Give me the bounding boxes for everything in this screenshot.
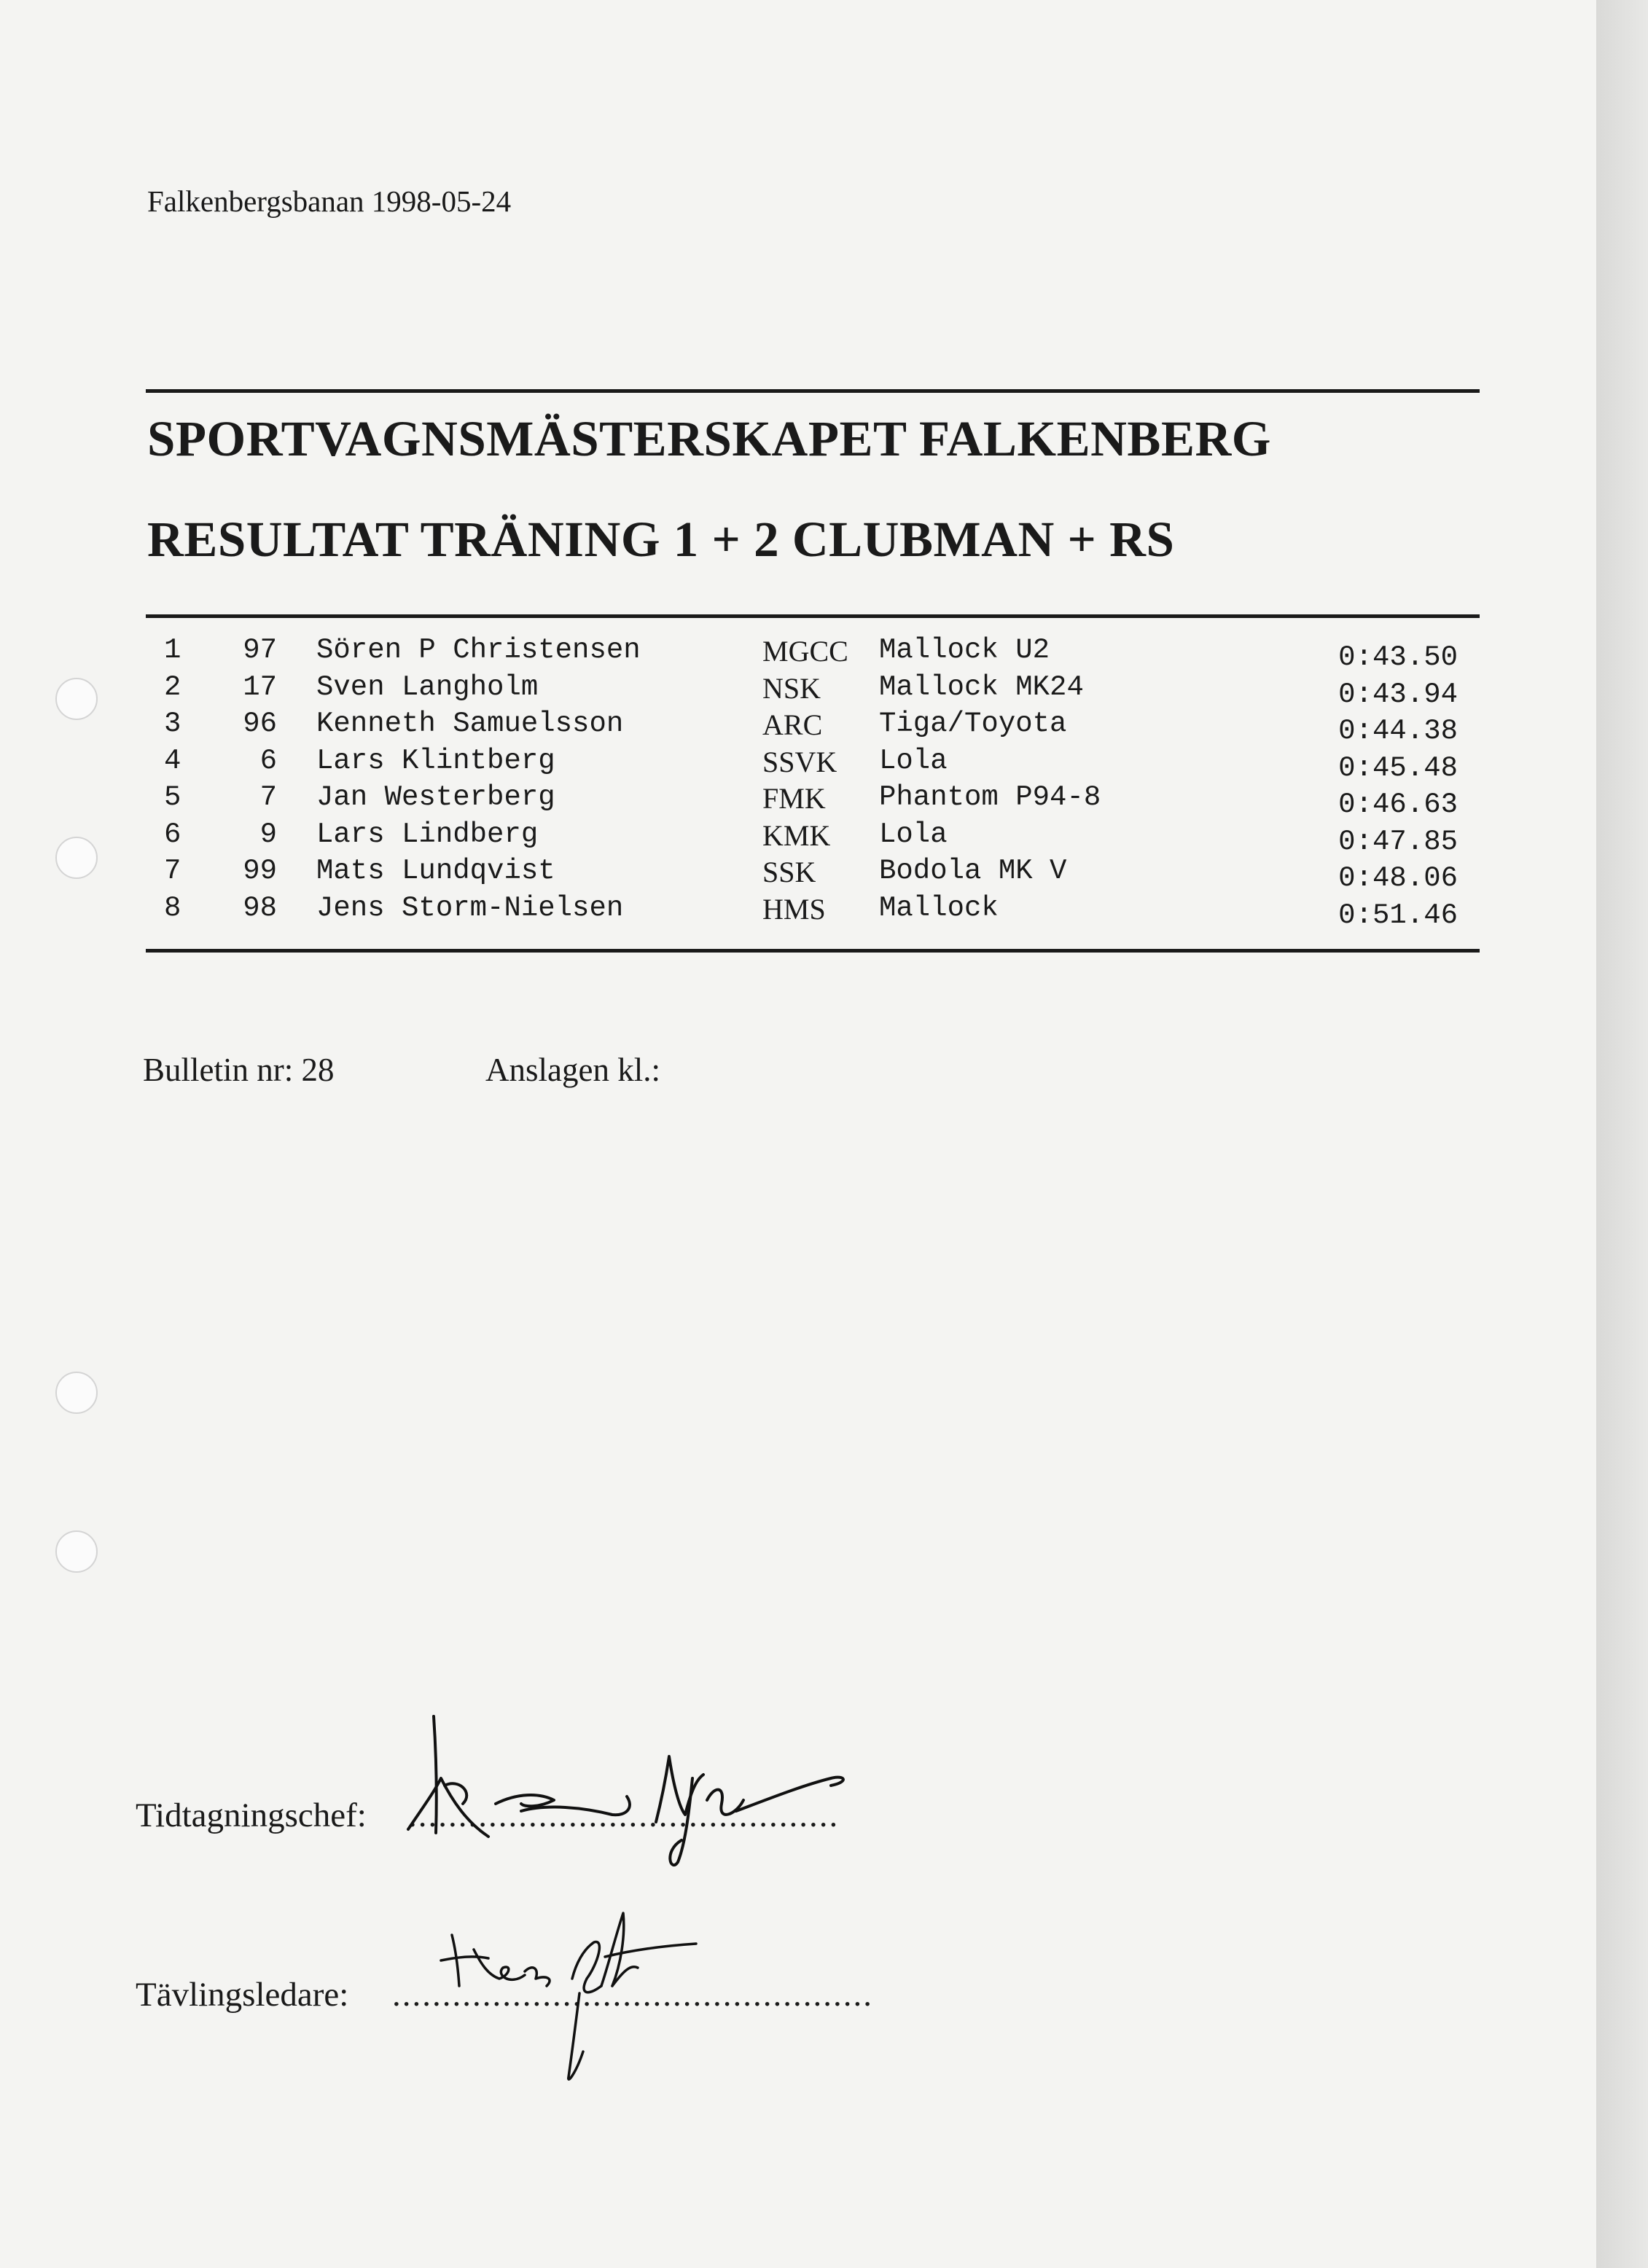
lap-time: 0:44.38 [1338,715,1458,747]
club-code: FMK [762,782,826,815]
car-model: Mallock [879,891,999,924]
result-row [146,781,1480,821]
driver-name: Lars Klintberg [316,744,555,777]
lap-time: 0:46.63 [1338,789,1458,821]
timing-chief-signature [394,1705,853,1873]
car-model: Bodola MK V [879,855,1067,887]
lap-time: 0:43.50 [1338,641,1458,673]
result-position: 1 [164,634,181,666]
race-director-signature [430,1906,707,2088]
result-row [146,634,1480,671]
result-row [146,708,1480,745]
punch-hole [55,1530,98,1573]
results-table [146,634,1480,931]
punch-hole [55,1372,98,1414]
club-code: MGCC [762,635,848,668]
car-number: 98 [243,891,277,924]
lap-time: 0:48.06 [1338,862,1458,894]
table-top-rule [146,614,1480,618]
club-code: KMK [762,818,831,852]
table-bottom-rule [146,949,1480,953]
lap-time: 0:47.85 [1338,825,1458,858]
car-number: 7 [259,781,277,813]
result-row [146,745,1480,782]
result-position: 8 [164,891,181,924]
result-position: 5 [164,781,181,813]
club-code: NSK [762,671,821,705]
car-number: 97 [243,634,277,666]
result-row [146,892,1480,929]
car-number: 9 [259,818,277,850]
result-row [146,818,1480,856]
page-edge-shadow [1596,0,1648,2268]
punch-hole [55,837,98,879]
club-code: SSK [762,856,816,888]
result-position: 7 [164,855,181,887]
car-number: 6 [259,744,277,777]
lap-time: 0:51.46 [1338,899,1458,931]
result-row [146,670,1480,711]
club-code: SSVK [762,745,837,778]
title-results: RESULTAT TRÄNING 1 + 2 CLUBMAN + RS [147,512,1175,567]
result-position: 6 [164,818,181,850]
result-position: 3 [164,708,181,740]
car-model: Mallock MK24 [879,670,1084,703]
driver-name: Lars Lindberg [316,818,539,850]
car-number: 99 [243,855,277,887]
car-model: Lola [879,744,948,777]
result-row [146,855,1480,892]
timing-chief-dotted-line: ........................................... [408,1796,840,1834]
car-number: 96 [243,708,277,740]
venue-date: Falkenbergsbanan 1998-05-24 [147,184,512,218]
driver-name: Mats Lundqvist [316,855,555,887]
car-model: Lola [879,818,948,850]
posted-time: Anslagen kl.: [485,1052,660,1088]
club-code: ARC [762,708,823,741]
result-position: 2 [164,670,181,703]
car-model: Mallock U2 [879,634,1050,666]
lap-time: 0:45.48 [1338,751,1458,784]
club-code: HMS [762,892,826,926]
car-model: Tiga/Toyota [879,708,1067,740]
driver-name: Sven Langholm [316,670,539,703]
punch-hole [55,678,98,720]
result-position: 4 [164,744,181,777]
race-director-dotted-line: ................................................ [392,1976,873,2014]
top-rule [146,389,1480,393]
driver-name: Sören P Christensen [316,634,641,666]
title-championship: SPORTVAGNSMÄSTERSKAPET FALKENBERG [147,411,1271,466]
driver-name: Kenneth Samuelsson [316,708,624,740]
driver-name: Jan Westerberg [316,781,555,813]
lap-time: 0:43.94 [1338,678,1458,711]
timing-chief-label: Tidtagningschef: [136,1796,367,1834]
race-director-label: Tävlingsledare: [136,1976,349,2014]
bulletin-number: Bulletin nr: 28 [143,1052,335,1088]
car-number: 17 [243,670,277,703]
car-model: Phantom P94-8 [879,781,1101,813]
driver-name: Jens Storm-Nielsen [316,891,624,924]
